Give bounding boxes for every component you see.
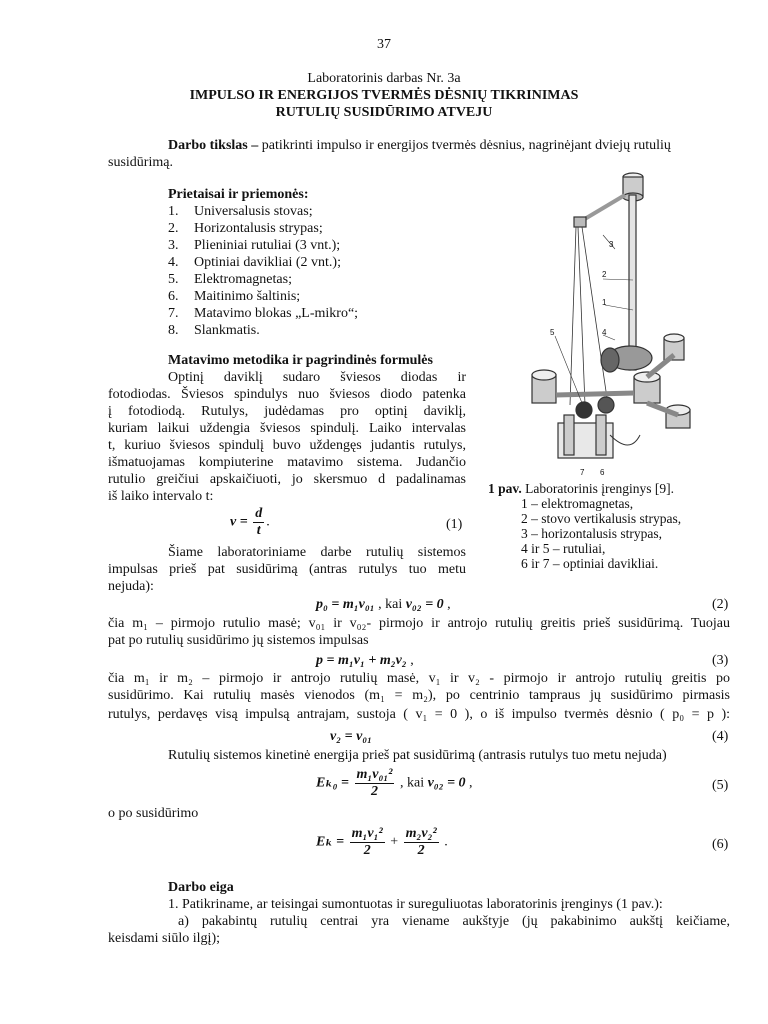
para-line: impulsas prieš pat susidūrimą (antras rutulys tuo metu	[108, 562, 466, 577]
equipment-list	[168, 203, 358, 339]
goal-line1	[168, 137, 671, 154]
equipment-item: 3. Plieniniai rutuliai (3 vnt.);	[168, 238, 341, 253]
figure-label: 6	[600, 468, 605, 477]
procedure-step-1a: a) pakabintų rutulių centrai yra viename aukštyje (jų pakabinimo aukštį keičiame,	[178, 914, 730, 929]
method-line: rutulio greičiui apskaičiuoti, jo skersmuo d padalinamas	[108, 472, 466, 487]
goal-label: Darbo tikslas –	[168, 138, 259, 153]
equipment-item: 4. Optiniai davikliai (2 vnt.);	[168, 255, 341, 270]
para-line: o po susidūrimo	[108, 806, 199, 821]
method-line: išmatuojamas kompiuterine matavimo sistema. Judančio	[108, 455, 466, 470]
para-line: nejuda):	[108, 579, 154, 594]
para-line: susidūrimo. Kai rutulių masės vienodos (m₁ = m₂), po centrinio tampraus jų susidūrimo pirmasis	[108, 688, 730, 703]
equipment-heading: Prietaisai ir priemonės:	[168, 187, 309, 202]
equation-3-number: (3)	[712, 653, 729, 668]
equipment-item: 7. Matavimo blokas „L-mikro“;	[168, 306, 359, 321]
legend-item: 3 – horizontalusis strypas,	[521, 526, 662, 541]
figure-label: 3	[609, 240, 614, 249]
figure-label: 4	[602, 328, 607, 337]
procedure-step-1a-cont: keisdami siūlo ilgį);	[108, 931, 220, 946]
equation-5: Eₖ₀ = $\frac{\text{m₁v₀₁²}}{2}$ , kai v₀₂ = 0 ,	[316, 767, 473, 799]
method-line: į fotodiodą. Rutulys, judėdamas pro optinį daviklį,	[108, 404, 466, 419]
equipment-item: 8. Slankmatis.	[168, 323, 260, 338]
method-line: iš laiko intervalo t:	[108, 489, 214, 504]
equation-2-number: (2)	[712, 597, 729, 612]
legend-item: 4 ir 5 – rutuliai,	[521, 541, 606, 556]
equation-4: v₂ = v₀₁	[330, 729, 373, 744]
equipment-item: 1. Universalusis stovas;	[168, 204, 313, 219]
para-line: Šiame laboratoriniame darbe rutulių sistemos	[168, 545, 466, 560]
apparatus-figure	[530, 165, 730, 480]
lab-title-line1: IMPULSO IR ENERGIJOS TVERMĖS DĖSNIŲ TIKRINIMAS	[189, 88, 579, 103]
figure-label: 2	[602, 270, 607, 279]
figure-caption: 1 pav. Laboratorinis įrenginys [9]. 1 – elektromagnetas, 2 – stovo vertikalusis strypas, 3 – horizontalusis strypas, 4 ir 5 – rutuliai, 6 ir 7 – optiniai davikliai.	[488, 481, 682, 571]
goal-text2: susidūrimą.	[108, 155, 173, 170]
para-line: Rutulių sistemos kinetinė energija prieš pat susidūrimą (antrasis rutulys tuo metu nejuda)	[168, 748, 667, 763]
method-line: t, kuriuo šviesos spindulį buvo uždengęs judantis rutulys,	[108, 438, 466, 453]
figure-label: 1	[602, 298, 607, 307]
para-line: čia m₁ – pirmojo rutulio masė; v₀₁ ir v₀₂- pirmojo ir antrojo rutulių greitis prieš susidūrimą. Tuojau	[108, 616, 730, 631]
method-line: Optinį daviklį sudaro šviesos diodas ir	[168, 370, 466, 385]
method-line: kuriam laikui uždengia šviesos spindulį. Laiko intervalas	[108, 421, 466, 436]
equation-1: v = $\frac{d}{t}$ .	[230, 506, 270, 538]
caption-label: 1 pav.	[488, 481, 522, 496]
legend-item: 2 – stovo vertikalusis strypas,	[521, 511, 682, 526]
procedure-heading: Darbo eiga	[168, 880, 234, 895]
equation-6-number: (6)	[712, 837, 729, 852]
lab-title-line2: RUTULIŲ SUSIDŪRIMO ATVEJU	[275, 105, 493, 120]
method-heading: Matavimo metodika ir pagrindinės formulės	[168, 353, 433, 368]
figure-label: 7	[580, 468, 585, 477]
equipment-item: 2. Horizontalusis strypas;	[168, 221, 323, 236]
para-line: čia m₁ ir m₂ – pirmojo ir antrojo rutulių masė, v₁ ir v₂ - pirmojo ir antrojo rutulių greitis po	[108, 671, 730, 686]
figure-label: 5	[550, 328, 555, 337]
para-line: rutulys, perdavęs visą impulsą antrajam, sustoja ( v₁ = 0 ), o iš impulso tvermės dėsnio ( p₀ = p ):	[108, 707, 730, 722]
procedure-step-1: 1. Patikriname, ar teisingai sumontuotas ir sureguliuotas laboratorinis įrenginys (1 pav.):	[168, 897, 663, 912]
equation-4-number: (4)	[712, 729, 729, 744]
legend-item: 1 – elektromagnetas,	[521, 496, 634, 511]
equation-1-number: (1)	[446, 517, 463, 532]
equation-5-number: (5)	[712, 778, 729, 793]
goal-text1: patikrinti impulso ir energijos tvermės dėsnius, nagrinėjant dviejų rutulių	[258, 138, 671, 153]
equipment-item: 6. Maitinimo šaltinis;	[168, 289, 301, 304]
legend-item: 6 ir 7 – optiniai davikliai.	[521, 556, 659, 571]
page-number: 37	[377, 37, 391, 52]
lab-subtitle: Laboratorinis darbas Nr. 3a	[307, 71, 461, 86]
equation-3: p = m₁v₁ + m₂v₂ ,	[316, 653, 414, 668]
method-line: fotodiodas. Šviesos spindulys nuo šviesos diodo patenka	[108, 387, 466, 402]
para-line: pat po rutulių susidūrimo jų sistemos impulsas	[108, 633, 369, 648]
equipment-item: 5. Elektromagnetas;	[168, 272, 292, 287]
equation-2: p₀ = m₁v₀₁ , kai v₀₂ = 0 ,	[316, 597, 451, 612]
equation-6: Eₖ = $\frac{\text{m₁v₁²}}{2}$ + $\frac{\text{m₂v₂²}}{2}$ .	[316, 826, 448, 858]
